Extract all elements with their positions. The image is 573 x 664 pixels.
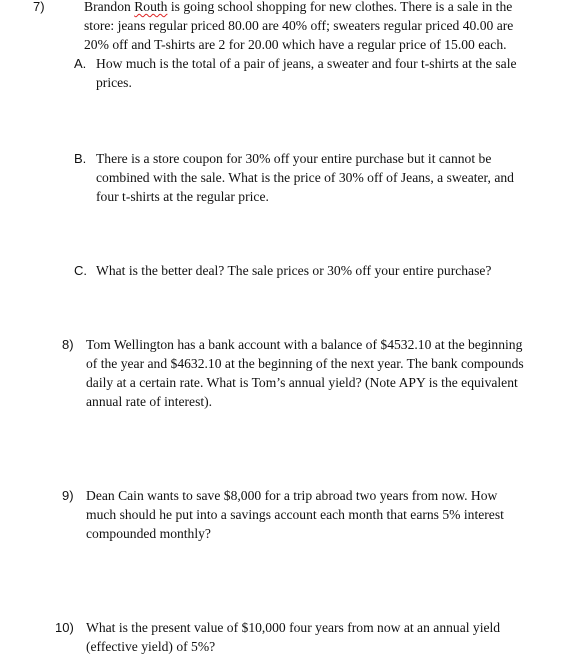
text-line: Dean Cain wants to save $8,000 for a trip abroad two years from now. How xyxy=(86,488,498,503)
part-letter: A. xyxy=(74,56,87,71)
question-number: 10) xyxy=(55,620,74,635)
question-text xyxy=(86,335,524,411)
text-line: much should he put into a savings account each month that earns 5% interest xyxy=(86,507,504,522)
text-line: Tom Wellington has a bank account with a balance of $4532.10 at the beginning xyxy=(86,337,523,352)
part-text xyxy=(96,54,517,92)
text-line: annual rate of interest). xyxy=(86,394,213,409)
text-line: Brandon Routh is going school shopping for new clothes. There is a sale in the xyxy=(84,0,513,14)
question-number: 7) xyxy=(33,0,45,14)
text-line: 20% off and T-shirts are 2 for 20.00 which have a regular price of 15.00 each. xyxy=(84,37,507,52)
text-line: of the year and $4632.10 at the beginning of the next year. The bank compounds xyxy=(86,356,524,371)
question-text xyxy=(86,486,504,543)
text-line: combined with the sale. What is the price of 30% off of Jeans, a sweater, and xyxy=(96,170,514,185)
text-line: What is the present value of $10,000 four years from now at an annual yield xyxy=(86,620,501,635)
text-line: There is a store coupon for 30% off your entire purchase but it cannot be xyxy=(96,151,492,166)
part-letter: C. xyxy=(74,263,87,278)
text-line: store: jeans regular priced 80.00 are 40% off; sweaters regular priced 40.00 are xyxy=(84,18,514,33)
text-line: daily at a certain rate. What is Tom’s annual yield? (Note APY is the equivalent xyxy=(86,375,518,390)
text-line: compounded monthly? xyxy=(86,526,211,541)
question-number: 8) xyxy=(62,337,74,352)
part-letter: B. xyxy=(74,151,87,166)
text-line: prices. xyxy=(96,75,132,90)
text-line: four t-shirts at the regular price. xyxy=(96,189,269,204)
question-text xyxy=(86,618,500,656)
text-line: (effective yield) of 5%? xyxy=(86,639,216,654)
question-number: 9) xyxy=(62,488,74,503)
text-line: How much is the total of a pair of jeans, a sweater and four t-shirts at the sale xyxy=(96,56,517,71)
part-text xyxy=(96,261,491,280)
text-line: What is the better deal? The sale prices or 30% off your entire purchase? xyxy=(96,263,492,278)
question-text xyxy=(84,0,513,54)
part-text xyxy=(96,149,514,206)
misspelled-word: Routh xyxy=(134,0,168,14)
